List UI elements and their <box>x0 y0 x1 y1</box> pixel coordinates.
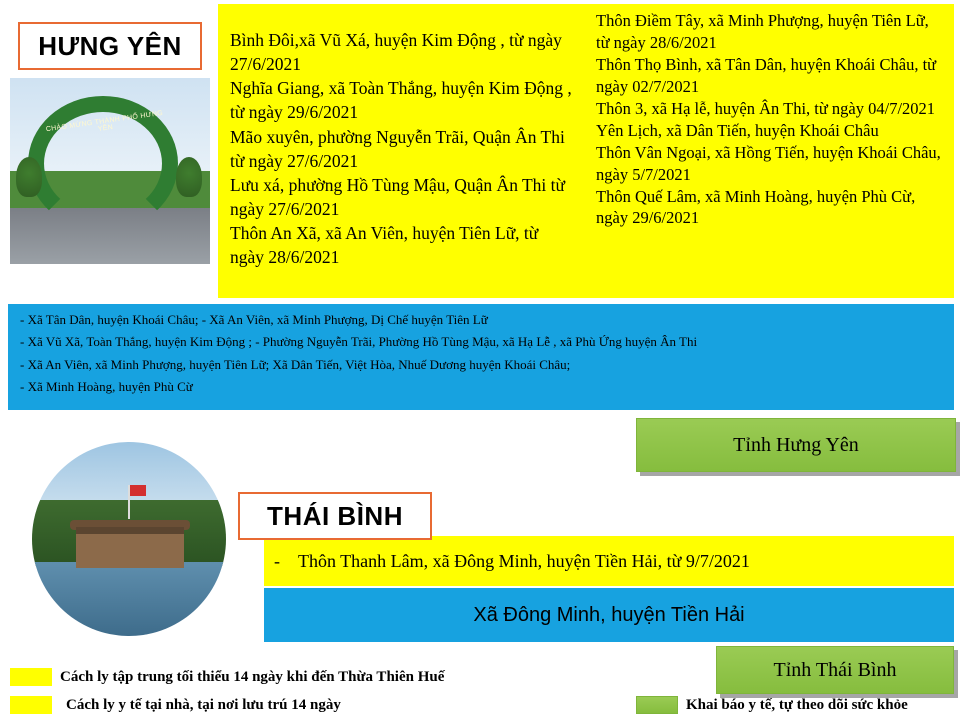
bullet-dash: - <box>274 550 280 571</box>
hung-yen-photo <box>10 78 210 264</box>
location-entry: Thôn Thanh Lâm, xã Đông Minh, huyện Tiền Hải, từ 9/7/2021 <box>298 550 750 571</box>
location-entry: Thôn Thọ Bình, xã Tân Dân, huyện Khoái Châu, từ ngày 02/7/2021 <box>596 54 937 96</box>
thai-binh-summary-band <box>264 588 954 642</box>
summary-line: - Xã Tân Dân, huyện Khoái Châu; - Xã An Viên, xã Minh Phượng, Dị Chế huyện Tiên Lữ <box>20 312 488 327</box>
province-badge-label: THÁI BÌNH <box>267 500 403 531</box>
location-entry: Thôn An Xã, xã An Viên, huyện Tiên Lữ, từ ngày 28/6/2021 <box>230 223 539 268</box>
legend-label: Cách ly tập trung tối thiểu 14 ngày khi đến Thừa Thiên Huế <box>60 668 445 685</box>
flag-icon <box>128 485 130 519</box>
location-entry: Mão xuyên, phường Nguyễn Trãi, Quận Ân Thi từ ngày 27/6/2021 <box>230 126 565 171</box>
location-entry: Yên Lịch, xã Dân Tiến, huyện Khoái Châu <box>596 120 879 140</box>
province-button-label: Tỉnh Thái Bình <box>773 658 897 681</box>
legend-swatch-yellow <box>10 696 52 714</box>
tree-icon <box>176 157 202 197</box>
tree-icon <box>16 157 42 197</box>
legend-swatch-green <box>636 696 678 714</box>
hung-yen-locations-left <box>218 4 586 298</box>
legend-item-quarantine-home <box>10 696 341 714</box>
province-badge-thai-binh <box>238 492 432 540</box>
province-badge-label: HƯNG YÊN <box>38 30 182 61</box>
summary-line: - Xã Vũ Xã, Toàn Thắng, huyện Kim Động ; - Phường Nguyễn Trãi, Phường Hồ Tùng Mậu, xã Hạ Lễ , xã Phù Ứng huyện Ân Thi <box>20 334 698 350</box>
location-entry: Thôn Quế Lâm, xã Minh Hoàng, huyện Phù Cừ, ngày 29/6/2021 <box>596 186 916 228</box>
legend-item-health-declaration <box>636 696 908 714</box>
summary-line: Xã Đông Minh, huyện Tiền Hải <box>473 603 745 626</box>
hung-yen-summary-band <box>8 304 954 410</box>
hung-yen-locations-right <box>586 4 954 298</box>
legend-item-quarantine-center <box>10 668 444 686</box>
location-entry: Thôn Vân Ngoại, xã Hồng Tiến, huyện Khoái Châu, ngày 5/7/2021 <box>596 142 941 184</box>
legend-label: Khai báo y tế, tự theo dõi sức khỏe <box>686 696 908 713</box>
legend-swatch-yellow <box>10 668 52 686</box>
location-entry: Bình Đôi,xã Vũ Xá, huyện Kim Động , từ ngày 27/6/2021 <box>230 30 562 75</box>
location-entry: Lưu xá, phường Hồ Tùng Mậu, Quận Ân Thi từ ngày 27/6/2021 <box>230 174 566 219</box>
location-entry: Nghĩa Giang, xã Toàn Thắng, huyện Kim Động , từ ngày 29/6/2021 <box>230 78 572 123</box>
location-entry: Thôn 3, xã Hạ lễ, huyện Ân Thi, từ ngày 04/7/2021 <box>596 98 936 118</box>
photo-water <box>32 562 226 636</box>
province-button-hung-yen[interactable] <box>636 418 956 472</box>
temple-building <box>76 527 184 568</box>
summary-line: - Xã Minh Hoàng, huyện Phù Cừ <box>20 378 193 394</box>
province-button-label: Tỉnh Hưng Yên <box>733 433 859 456</box>
arch-caption: CHÀO MỪNG THÀNH PHỐ HƯNG YÊN <box>45 109 164 134</box>
thai-binh-location-line <box>264 536 954 586</box>
province-badge-hung-yen <box>18 22 202 70</box>
summary-line: - Xã An Viên, xã Minh Phượng, huyện Tiên Lữ; Xã Dân Tiến, Việt Hòa, Nhuế Dương huyện Khoái Châu; <box>20 356 571 372</box>
location-entry: Thôn Điềm Tây, xã Minh Phượng, huyện Tiên Lữ, từ ngày 28/6/2021 <box>596 11 929 52</box>
thai-binh-photo <box>32 442 226 636</box>
legend-label: Cách ly y tế tại nhà, tại nơi lưu trú 14 ngày <box>66 696 341 713</box>
province-button-thai-binh[interactable] <box>716 646 954 694</box>
